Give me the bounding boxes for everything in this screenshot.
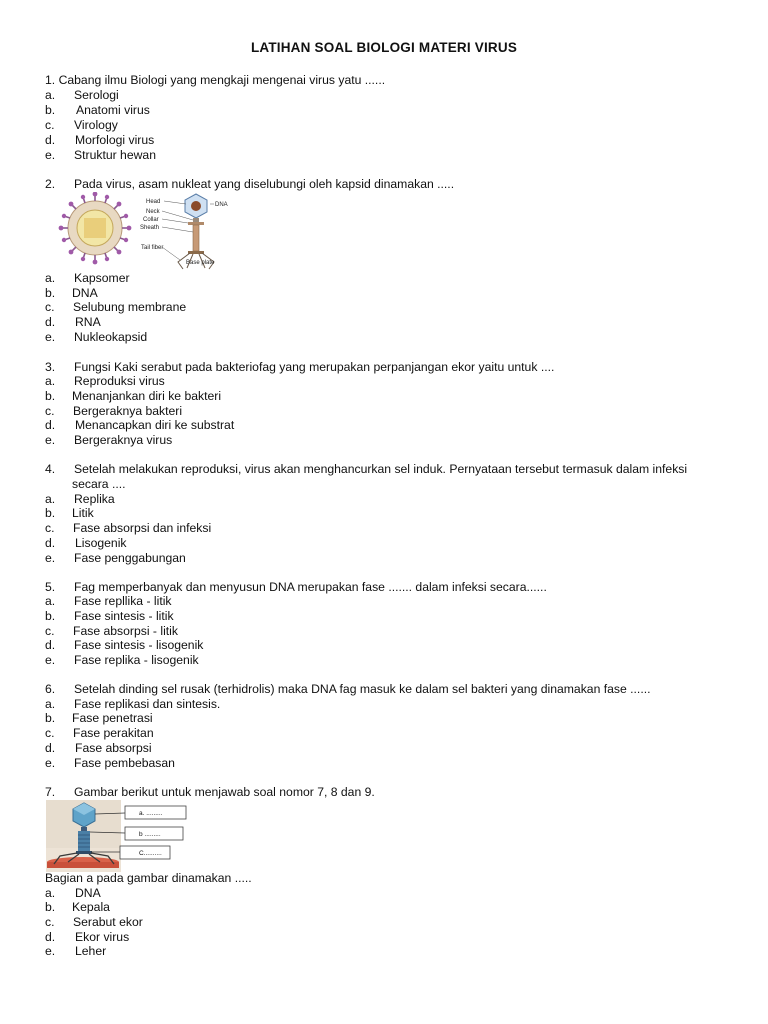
option-text: Anatomi virus: [76, 103, 150, 117]
option-text: Fase absorpsi - litik: [73, 624, 178, 638]
option-letter: b.: [45, 711, 56, 725]
option-letter: b.: [45, 609, 56, 623]
question-text: Setelah melakukan reproduksi, virus akan menghancurkan sel induk. Pernyataan tersebut termasuk dalam infeksi: [74, 462, 688, 476]
option-letter: b.: [45, 506, 56, 520]
question-1-text: [45, 73, 385, 87]
option-text: Fase perakitan: [73, 726, 154, 740]
option-letter: a.: [45, 374, 56, 388]
option-letter: d.: [45, 930, 56, 944]
question-number: 3.: [45, 360, 56, 374]
label-sheath: Sheath: [140, 225, 160, 231]
option-text: Bergeraknya bakteri: [73, 404, 183, 418]
option-letter: c.: [45, 915, 55, 929]
virus-structure-image: [50, 192, 230, 270]
option-text: Fase absorpsi dan infeksi: [73, 521, 212, 535]
option-letter: b.: [45, 103, 56, 117]
question-text: Cabang ilmu Biologi yang mengkaji mengenai virus yatu ......: [58, 73, 386, 87]
option-letter: c.: [45, 521, 55, 535]
option-text: Leher: [75, 944, 107, 958]
label-c: C..........: [139, 850, 162, 857]
option-text: Morfologi virus: [75, 133, 155, 147]
option-text: Virology: [74, 118, 118, 132]
label-base-plate: Base plate: [186, 260, 215, 266]
option-letter: d.: [45, 418, 56, 432]
option-text: Fase penetrasi: [72, 711, 153, 725]
option-letter: c.: [45, 404, 55, 418]
option-letter: c.: [45, 726, 55, 740]
question-text-continued: secara ....: [72, 477, 126, 491]
question-number: 5.: [45, 580, 56, 594]
label-b: b .........: [139, 831, 161, 838]
label-neck: Neck: [146, 209, 160, 215]
option-text: Menanjankan diri ke bakteri: [72, 389, 222, 403]
option-text: Fase sintesis - lisogenik: [74, 638, 204, 652]
option-letter: b.: [45, 389, 56, 403]
option-text: Fase replika - lisogenik: [74, 653, 199, 667]
question-number: 2.: [45, 177, 56, 191]
option-text: DNA: [72, 286, 98, 300]
bacteriophage-diagram: [162, 194, 214, 269]
label-a: a. .........: [139, 810, 163, 817]
option-letter: d.: [45, 315, 56, 329]
option-text: Serabut ekor: [73, 915, 143, 929]
option-text: Fase sintesis - litik: [74, 609, 174, 623]
option-text: Fase absorpsi: [75, 741, 152, 755]
option-text: Kapsomer: [74, 271, 130, 285]
option-letter: d.: [45, 741, 56, 755]
question-text: Setelah dinding sel rusak (terhidrolis) maka DNA fag masuk ke dalam sel bakteri yang dinamakan fase ......: [74, 682, 651, 696]
option-text: Struktur hewan: [74, 148, 156, 162]
option-text: Replika: [74, 492, 115, 506]
option-text: Nukleokapsid: [74, 330, 148, 344]
option-text: Bergeraknya virus: [74, 433, 173, 447]
option-letter: d.: [45, 133, 56, 147]
option-text: Menancapkan diri ke substrat: [75, 418, 235, 432]
label-collar: Collar: [143, 217, 159, 223]
question-subtext: Bagian a pada gambar dinamakan .....: [45, 871, 252, 885]
label-tail-fiber: Tail fiber: [141, 245, 164, 251]
option-letter: a.: [45, 697, 56, 711]
virus-particle-illustration: [59, 192, 132, 264]
option-letter: a.: [45, 886, 56, 900]
label-head: Head: [146, 199, 161, 205]
option-letter: c.: [45, 118, 55, 132]
question-number: 7.: [45, 785, 56, 799]
option-text: Reproduksi virus: [74, 374, 165, 388]
option-letter: e.: [45, 148, 56, 162]
option-text: Serologi: [74, 88, 119, 102]
question-text: Pada virus, asam nukleat yang diselubungi oleh kapsid dinamakan .....: [74, 177, 455, 191]
option-letter: e.: [45, 330, 56, 344]
option-text: Lisogenik: [75, 536, 127, 550]
option-letter: e.: [45, 756, 56, 770]
question-text: Gambar berikut untuk menjawab soal nomor 7, 8 dan 9.: [74, 785, 375, 799]
option-text: Ekor virus: [75, 930, 130, 944]
option-text: Fase pembebasan: [74, 756, 175, 770]
option-letter: e.: [45, 551, 56, 565]
option-letter: a.: [45, 271, 56, 285]
option-letter: d.: [45, 536, 56, 550]
bacteriophage-photo: [46, 800, 191, 872]
question-text: Fungsi Kaki serabut pada bakteriofag yang merupakan perpanjangan ekor yaitu untuk ....: [74, 360, 555, 374]
option-text: Fase repllika - litik: [74, 594, 172, 608]
option-letter: a.: [45, 594, 56, 608]
option-text: Fase penggabungan: [74, 551, 186, 565]
option-letter: c.: [45, 300, 55, 314]
question-number: 4.: [45, 462, 56, 476]
option-letter: a.: [45, 492, 56, 506]
option-letter: e.: [45, 433, 56, 447]
option-letter: e.: [45, 944, 56, 958]
option-letter: c.: [45, 624, 55, 638]
option-letter: a.: [45, 88, 56, 102]
option-text: Fase replikasi dan sintesis.: [74, 697, 221, 711]
option-text: RNA: [75, 315, 101, 329]
question-number: 1.: [45, 73, 56, 87]
page-title: LATIHAN SOAL BIOLOGI MATERI VIRUS: [250, 40, 518, 55]
label-dna: DNA: [215, 202, 228, 208]
option-letter: b.: [45, 286, 56, 300]
option-text: DNA: [75, 886, 101, 900]
question-text: Fag memperbanyak dan menyusun DNA merupakan fase ....... dalam infeksi secara......: [74, 580, 547, 594]
option-letter: d.: [45, 638, 56, 652]
option-text: Selubung membrane: [73, 300, 187, 314]
option-letter: e.: [45, 653, 56, 667]
option-letter: b.: [45, 900, 56, 914]
option-text: Litik: [72, 506, 94, 520]
question-number: 6.: [45, 682, 56, 696]
option-text: Kepala: [72, 900, 110, 914]
